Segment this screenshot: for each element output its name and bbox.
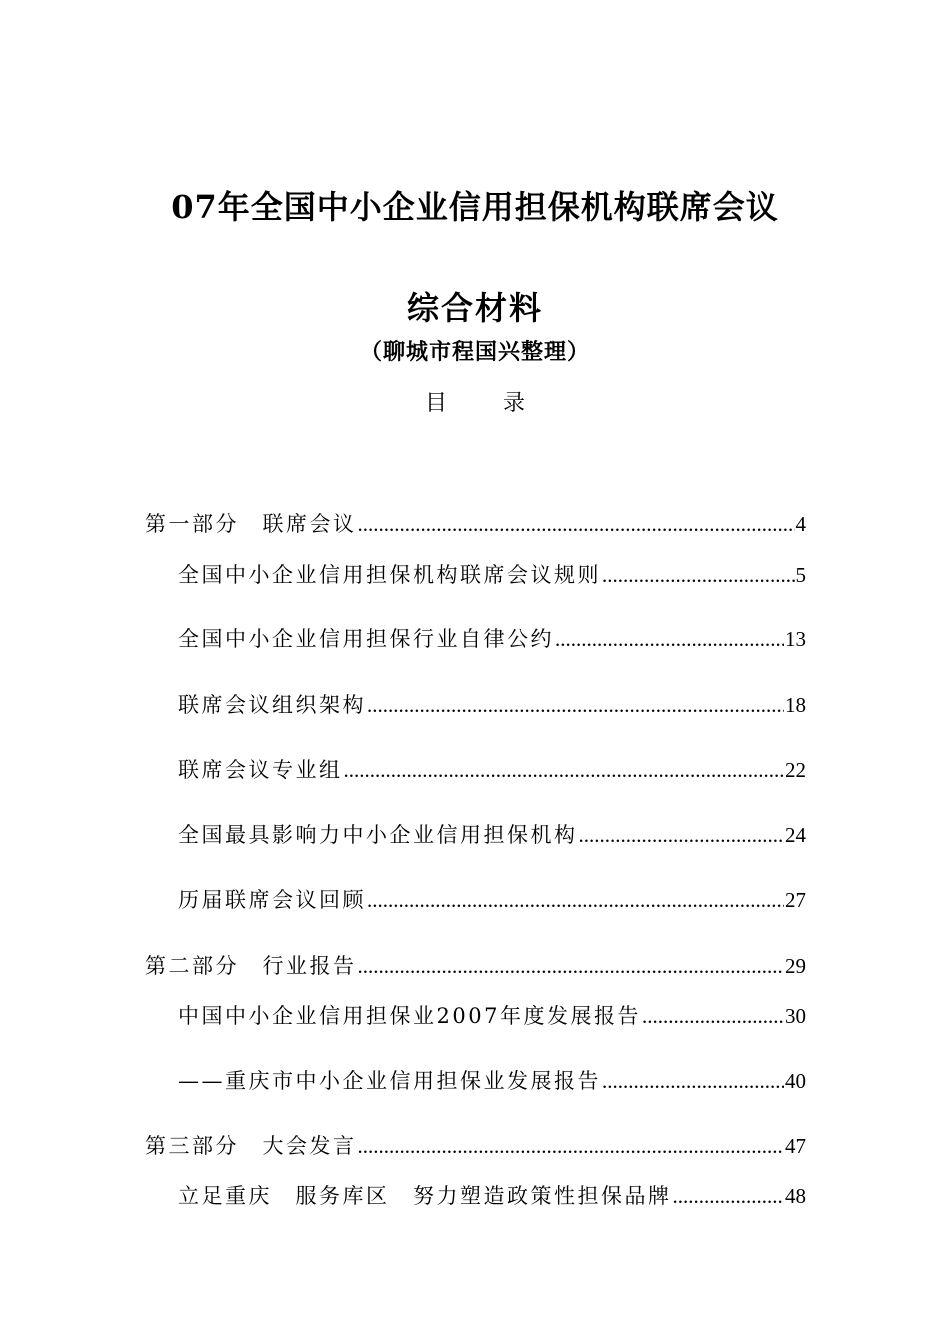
toc-entry-label: 联席会议组织架构: [178, 693, 366, 717]
toc-entry-label: 全国中小企业信用担保机构联席会议规则: [178, 563, 601, 587]
toc-entry-part-3[interactable]: [145, 1130, 806, 1160]
toc-dot-leader: [555, 627, 784, 652]
toc-entry-label: 第一部分 联席会议: [145, 512, 357, 536]
toc-dot-leader: [642, 1004, 784, 1029]
toc-entry[interactable]: [178, 1180, 806, 1210]
toc-dot-leader: [579, 823, 785, 848]
toc-page-number: 27: [785, 888, 806, 912]
toc-page-number: 47: [785, 1134, 806, 1158]
toc-dot-leader: [367, 693, 784, 718]
toc-dot-leader: [358, 1134, 785, 1159]
toc-page-number: 40: [785, 1069, 806, 1093]
toc-page-number: 5: [795, 563, 806, 587]
toc-dot-leader: [344, 758, 785, 783]
toc-entry[interactable]: [178, 623, 806, 653]
toc-entry-label: 立足重庆 服务库区 努力塑造政策性担保品牌: [178, 1184, 672, 1208]
toc-entry-label: 历届联席会议回顾: [178, 888, 366, 912]
document-subtitle: （聊城市程国兴整理）: [359, 339, 590, 365]
toc-heading: 目录: [424, 391, 581, 416]
toc-entry-part-1[interactable]: [145, 508, 806, 538]
toc-entry[interactable]: [178, 559, 806, 589]
toc-entry-label: 联席会议专业组: [178, 758, 343, 782]
toc-page-number: 22: [785, 758, 806, 782]
toc-entry[interactable]: [178, 1065, 806, 1095]
toc-entry-label: ——重庆市中小企业信用担保业发展报告: [178, 1069, 601, 1093]
toc-dot-leader: [602, 1069, 784, 1094]
toc-dot-leader: [602, 563, 795, 588]
toc-entry[interactable]: [178, 884, 806, 914]
toc-entry-label: 全国最具影响力中小企业信用担保机构: [178, 823, 578, 847]
toc-page-number: 48: [785, 1184, 806, 1208]
toc-entry-part-2[interactable]: [145, 950, 806, 980]
toc-dot-leader: [358, 512, 795, 537]
toc-dot-leader: [358, 954, 785, 979]
toc-dot-leader: [367, 888, 784, 913]
toc-entry-label: 中国中小企业信用担保业2007年度发展报告: [178, 1004, 641, 1028]
toc-entry-label: 第三部分 大会发言: [145, 1134, 357, 1158]
toc-page-number: 13: [785, 627, 806, 651]
document-title-line-1: 07年全国中小企业信用担保机构联席会议: [171, 188, 779, 226]
toc-page-number: 30: [785, 1004, 806, 1028]
toc-entry-label: 全国中小企业信用担保行业自律公约: [178, 627, 554, 651]
toc-entry[interactable]: [178, 819, 806, 849]
toc-page-number: 4: [795, 512, 806, 536]
toc-entry[interactable]: [178, 754, 806, 784]
toc-page-number: 24: [785, 823, 806, 847]
toc-page-number: 29: [785, 954, 806, 978]
toc-entry-label: 第二部分 行业报告: [145, 954, 357, 978]
document-title-line-2: 综合材料: [406, 289, 543, 327]
toc-entry[interactable]: [178, 689, 806, 719]
toc-page-number: 18: [785, 693, 806, 717]
toc-dot-leader: [673, 1184, 785, 1209]
toc-entry[interactable]: [178, 1000, 806, 1030]
